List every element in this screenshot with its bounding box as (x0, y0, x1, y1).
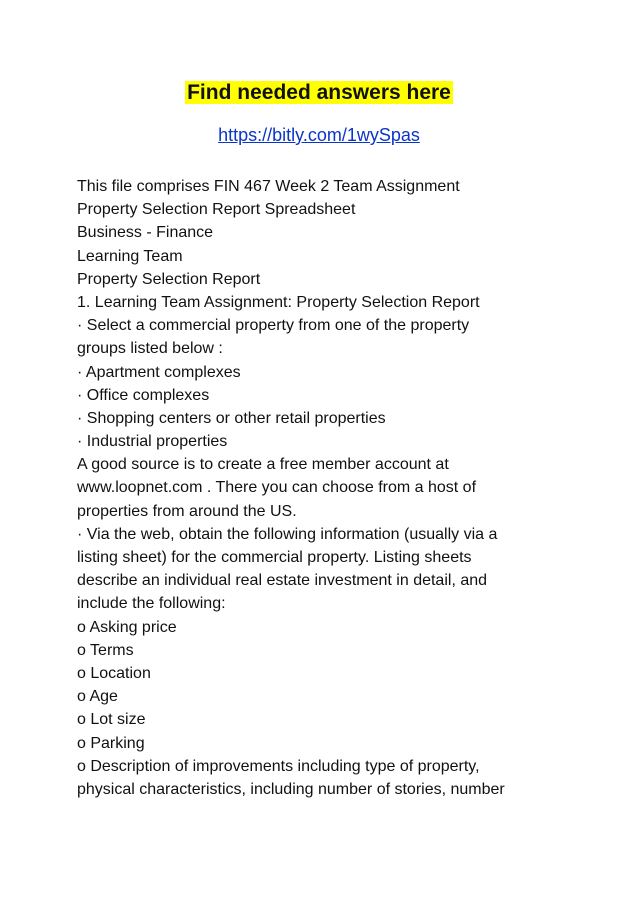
body-line: o Description of improvements including type of property, (77, 757, 480, 775)
body-line: 1. Learning Team Assignment: Property Selection Report (77, 293, 480, 311)
body-line: · Industrial properties (77, 433, 228, 451)
body-line: groups listed below : (77, 340, 223, 358)
body-line: · Via the web, obtain the following information (usually via a (77, 525, 498, 543)
body-line: Business - Finance (77, 224, 214, 242)
body-line: o Lot size (77, 711, 146, 729)
body-line: · Apartment complexes (77, 363, 241, 381)
body-line: This file comprises FIN 467 Week 2 Team Assignment (77, 178, 460, 195)
body-line: properties from around the US. (77, 502, 297, 520)
document-body (77, 175, 567, 801)
body-line: · Shopping centers or other retail properties (77, 409, 386, 427)
body-line: o Terms (77, 641, 134, 659)
body-line: o Parking (77, 734, 145, 752)
body-line: o Location (77, 664, 151, 682)
body-line: include the following: (77, 595, 226, 613)
page-title (0, 80, 638, 106)
highlighted-title: Find needed answers here (187, 81, 451, 104)
body-line: listing sheet) for the commercial property. Listing sheets (77, 549, 472, 566)
body-line: Property Selection Report Spreadsheet (77, 201, 356, 219)
body-line: www.loopnet.com . There you can choose from a host of (77, 479, 477, 497)
body-line: o Asking price (77, 618, 177, 636)
body-line: physical characteristics, including number of stories, number (77, 780, 505, 798)
body-line: Learning Team (77, 247, 183, 265)
body-line: o Age (77, 688, 118, 706)
body-line: A good source is to create a free member account at (77, 456, 449, 474)
body-line: Property Selection Report (77, 270, 261, 288)
body-line: · Office complexes (77, 386, 210, 404)
body-line: · Select a commercial property from one of the property (77, 317, 470, 335)
answers-link[interactable]: https://bitly.com/1wySpas (218, 125, 420, 145)
body-line: describe an individual real estate investment in detail, and (77, 572, 488, 590)
